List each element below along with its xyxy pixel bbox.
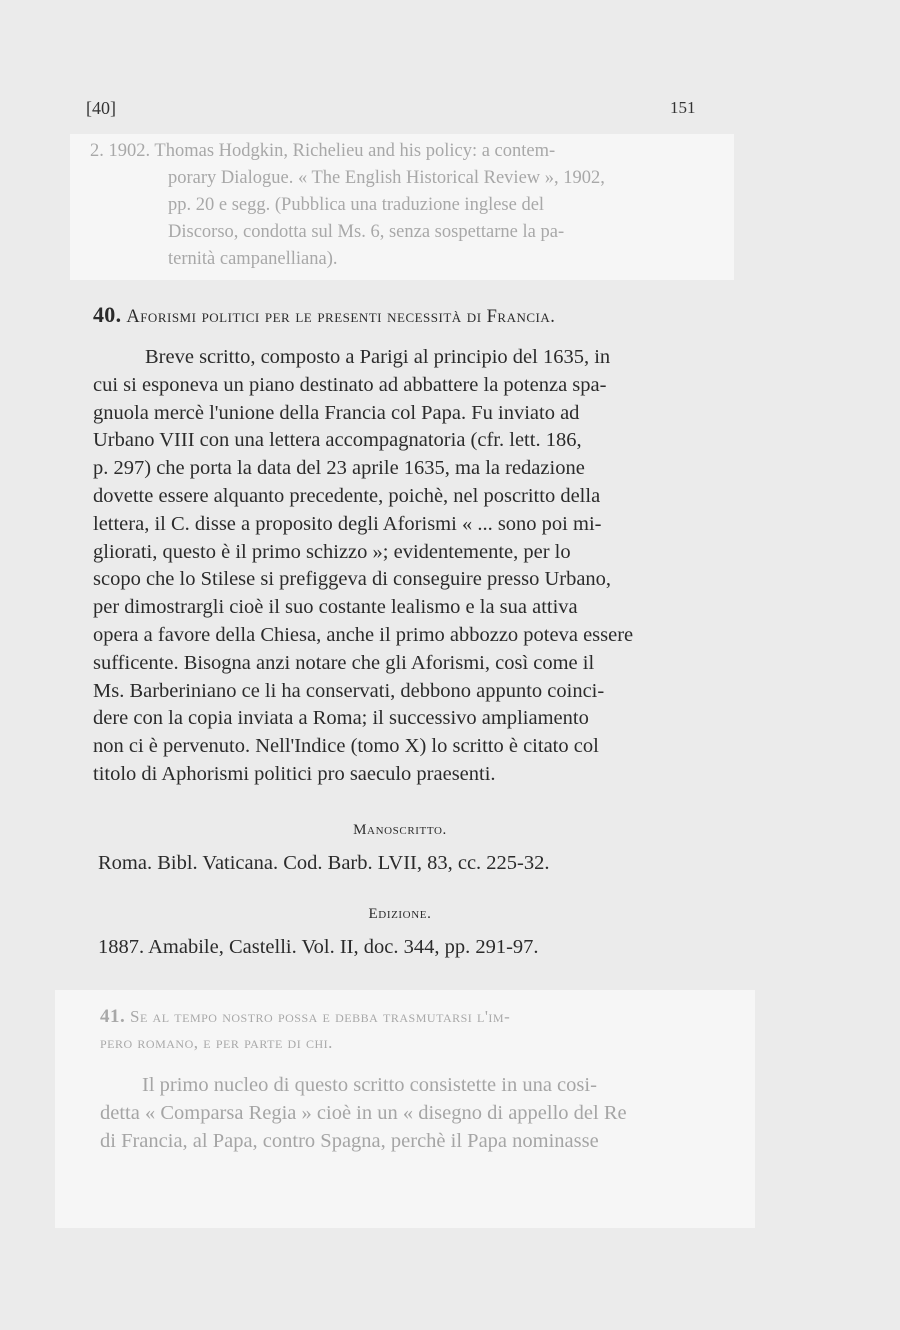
body-line: Urbano VIII con una lettera accompagnatoria (cfr. lett. 186, [93, 429, 582, 452]
entry-title-line: Se al tempo nostro possa e debba trasmutarsi l'im- [130, 1007, 511, 1026]
reference-line: Discorso, condotta sul Ms. 6, senza sospettarne la pa- [168, 222, 565, 242]
page-bracket-number: [40] [86, 98, 116, 118]
entry-40-body [93, 344, 703, 789]
body-line: lettera, il C. disse a proposito degli Aforismi « ... sono poi mi- [93, 512, 602, 535]
edizione-text: 1887. Amabile, Castelli. Vol. II, doc. 344, pp. 291-97. [98, 936, 539, 958]
edizione-label: Edizione. [368, 906, 432, 922]
reference-line: ternità campanelliana). [168, 249, 338, 269]
body-line: gnuola mercè l'unione della Francia col Papa. Fu inviato ad [93, 401, 580, 424]
body-line: scopo che lo Stilese si prefiggeva di conseguire presso Urbano, [93, 568, 612, 591]
reference-line: pp. 20 e segg. (Pubblica una traduzione inglese del [168, 195, 545, 215]
entry-41-body [100, 1072, 710, 1155]
body-line: opera a favore della Chiesa, anche il primo abbozzo poteva essere [93, 623, 634, 646]
reference-line: 2. 1902. Thomas Hodgkin, Richelieu and his policy: a contem- [90, 141, 556, 161]
entry-title: Aforismi politici per le presenti necessità di Francia. [126, 307, 556, 327]
body-line: titolo di Aphorismi politici pro saeculo praesenti. [93, 762, 496, 785]
body-line: sufficente. Bisogna anzi notare che gli Aforismi, così come il [93, 651, 595, 674]
body-line: per dimostrargli cioè il suo costante lealismo e la sua attiva [93, 596, 578, 619]
body-line: gliorati, questo è il primo schizzo »; evidentemente, per lo [93, 540, 571, 563]
body-line: Ms. Barberiniano ce li ha conservati, debbono appunto coinci- [93, 679, 605, 702]
body-line: detta « Comparsa Regia » cioè in un « disegno di appello del Re [100, 1101, 627, 1124]
reference-2 [90, 138, 700, 273]
page-number: 151 [670, 98, 696, 117]
entry-title-line: pero romano, e per parte di chi. [100, 1033, 333, 1052]
body-line: cui si esponeva un piano destinato ad abbattere la potenza spa- [93, 373, 607, 396]
body-line: p. 297) che porta la data del 23 aprile 1635, ma la redazione [93, 457, 585, 480]
body-line: non ci è pervenuto. Nell'Indice (tomo X) lo scritto è citato col [93, 735, 599, 758]
entry-41-heading [100, 1004, 710, 1056]
manoscritto-text: Roma. Bibl. Vaticana. Cod. Barb. LVII, 83, cc. 225-32. [98, 852, 550, 874]
manoscritto-label: Manoscritto. [353, 822, 447, 838]
body-line: di Francia, al Papa, contro Spagna, perchè il Papa nominasse [100, 1129, 599, 1152]
reference-line: porary Dialogue. « The English Historical Review », 1902, [168, 168, 605, 188]
entry-number: 41. [100, 1006, 126, 1027]
entry-number: 40. [93, 302, 122, 327]
body-line: Il primo nucleo di questo scritto consistette in una cosi- [142, 1074, 597, 1096]
body-line: dere con la copia inviata a Roma; il successivo ampliamento [93, 707, 589, 730]
entry-40-heading [93, 302, 555, 328]
body-line: Breve scritto, composto a Parigi al principio del 1635, in [145, 346, 611, 368]
body-line: dovette essere alquanto precedente, poichè, nel poscritto della [93, 484, 601, 507]
